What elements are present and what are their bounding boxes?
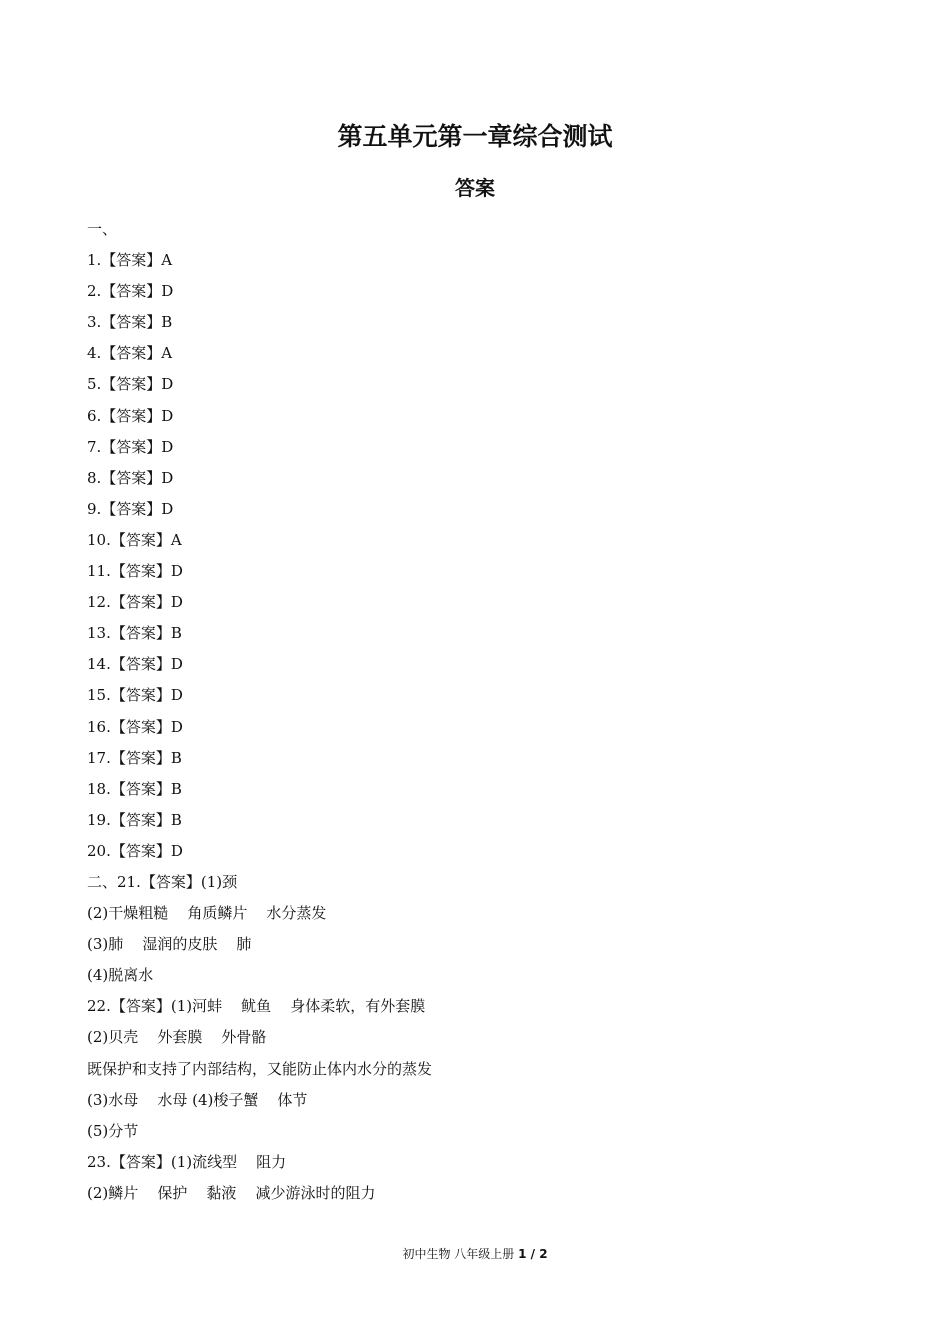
answer-line: (2)贝壳 外套膜 外骨骼 [87, 1028, 267, 1047]
page-number: 1 / 2 [518, 1247, 548, 1261]
answer-line: 3.【答案】B [87, 313, 173, 332]
section-heading: 一、 [87, 220, 118, 238]
document-title: 第五单元第一章综合测试 [337, 122, 613, 151]
document-subtitle: 答案 [455, 176, 495, 200]
answer-line: 2.【答案】D [87, 282, 174, 301]
answer-list [87, 214, 887, 1209]
answer-line: 20.【答案】D [87, 841, 183, 860]
answer-line: 19.【答案】B [87, 810, 182, 829]
answer-line: 4.【答案】A [87, 344, 173, 363]
page-footer [0, 1245, 950, 1263]
answer-line: (5)分节 [87, 1121, 139, 1140]
answer-line: 1.【答案】A [87, 251, 173, 270]
footer-course: 初中生物 八年级上册 [402, 1247, 515, 1261]
answer-line: 12.【答案】D [87, 593, 183, 612]
answer-line: 5.【答案】D [87, 375, 174, 394]
answer-line: (2)干燥粗糙 角质鳞片 水分蒸发 [87, 904, 327, 923]
answer-line: 22.【答案】(1)河蚌 鱿鱼 身体柔软，有外套膜 [87, 997, 426, 1016]
answer-line: (3)肺 湿润的皮肤 肺 [87, 935, 252, 954]
answer-line: 既保护和支持了内部结构，又能防止体内水分的蒸发 [87, 1059, 433, 1078]
answer-line: 11.【答案】D [87, 562, 183, 581]
answer-line: 7.【答案】D [87, 437, 174, 456]
answer-line: (3)水母 水母 (4)梭子蟹 体节 [87, 1090, 308, 1109]
answer-line: 18.【答案】B [87, 779, 182, 798]
answer-line: 14.【答案】D [87, 655, 183, 674]
answer-line: 二、21.【答案】(1)颈 [87, 872, 238, 891]
answer-line: 13.【答案】B [87, 624, 182, 643]
answer-line: (4)脱离水 [87, 966, 154, 985]
answer-line: (2)鳞片 保护 黏液 减少游泳时的阻力 [87, 1183, 376, 1202]
answer-line: 15.【答案】D [87, 686, 183, 705]
answer-line: 10.【答案】A [87, 530, 182, 549]
answer-line: 17.【答案】B [87, 748, 182, 767]
answer-line: 16.【答案】D [87, 717, 183, 736]
answer-line: 9.【答案】D [87, 499, 174, 518]
answer-line: 8.【答案】D [87, 468, 174, 487]
answer-line: 6.【答案】D [87, 406, 174, 425]
answer-line: 23.【答案】(1)流线型 阻力 [87, 1152, 287, 1171]
